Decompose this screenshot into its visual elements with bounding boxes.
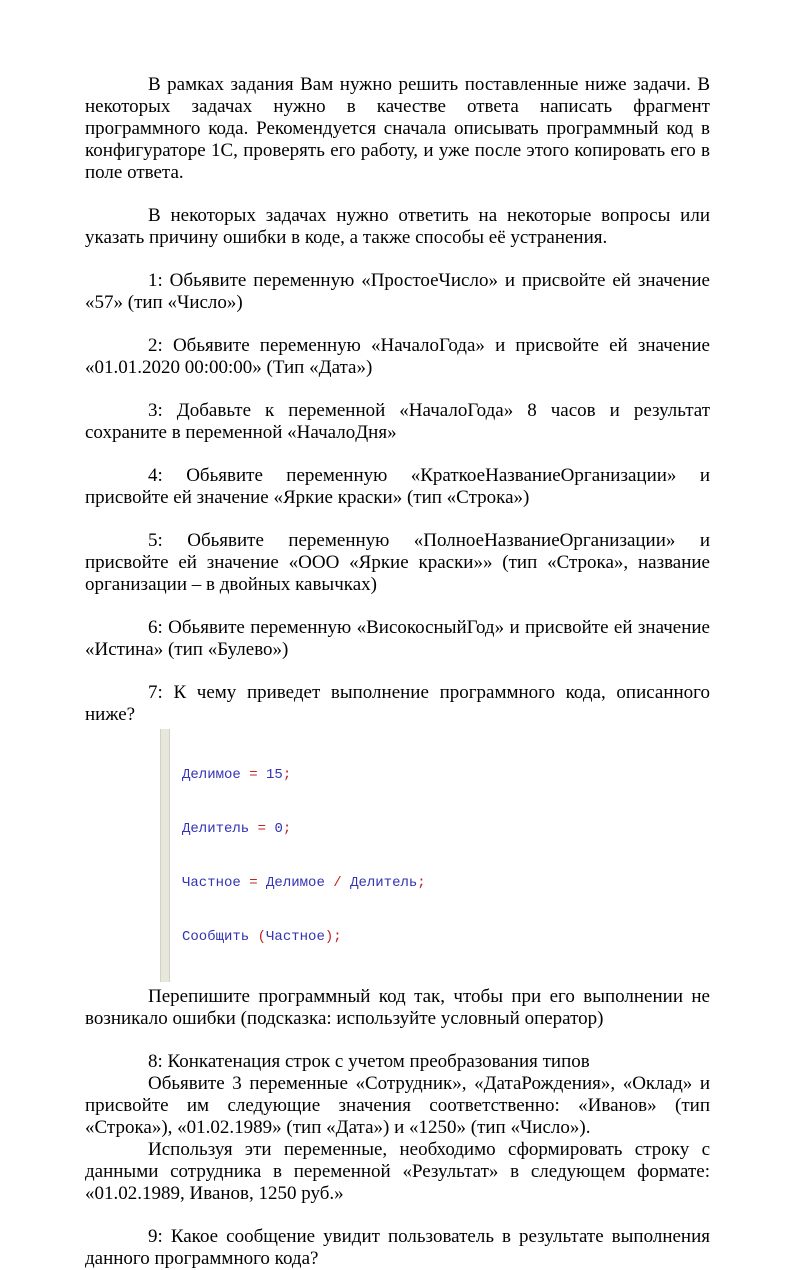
code-token: = (249, 875, 267, 891)
task-2-text: 2: Обьявите переменную «НачалоГода» и присвойте ей значение «01.01.2020 00:00:00» (Тип «Дата») (85, 335, 710, 378)
task-2 (85, 335, 710, 379)
task-3 (85, 400, 710, 444)
intro-paragraph-1: В рамках задания Вам нужно решить поставленные ниже задачи. В некоторых задачах нужно в качестве ответа написать фрагмент программного кода. Рекомендуется сначала описывать программный код в конфигураторе 1С, проверять его работу, и уже после этого копировать его в поле ответа. (85, 74, 710, 183)
task-5 (85, 530, 710, 596)
code-token: ); (324, 929, 342, 945)
code-token: Делитель (350, 875, 418, 891)
code-token: Частное (182, 875, 250, 891)
code-token: 15 (266, 767, 283, 783)
intro-paragraph-2: В некоторых задачах нужно ответить на некоторые вопросы или указать причину ошибки в коде, а также способы её устранения. (85, 205, 710, 248)
task-8-body-1: Обьявите 3 переменные «Сотрудник», «ДатаРождения», «Оклад» и присвойте им следующие значения соответственно: «Иванов» (тип «Строка»), «01.02.1989» (тип «Дата») и «1250» (тип «Число»). (85, 1073, 710, 1138)
task-7-followup: Перепишите программный код так, чтобы при его выполнении не возникало ошибки (подсказка: используйте условный оператор) (85, 986, 710, 1029)
code-token: Делимое (266, 875, 334, 891)
code-token: / (333, 875, 351, 891)
code-token: Делимое (182, 767, 250, 783)
code-token: ; (282, 821, 292, 837)
code-token: 0 (274, 821, 283, 837)
code-token: ; (282, 767, 292, 783)
code-line (182, 766, 426, 784)
code-token: Делитель (182, 821, 258, 837)
task-8-body-2: Используя эти переменные, необходимо сформировать строку с данными сотрудника в переменной «Результат» в следующем формате: «01.02.1989, Иванов, 1250 руб.» (85, 1139, 710, 1204)
intro-section-2 (85, 205, 710, 249)
task-5-text: 5: Обьявите переменную «ПолноеНазваниеОрганизации» и присвойте ей значение «ООО «Яркие краски»» (тип «Строка», название организации – в двойных кавычках) (85, 530, 710, 595)
code-token: = (249, 767, 267, 783)
task-4-text: 4: Обьявите переменную «КраткоеНазваниеОрганизации» и присвойте ей значение «Яркие краски» (тип «Строка») (85, 465, 710, 508)
code-line (182, 874, 426, 892)
code-block (160, 729, 710, 982)
task-1-text: 1: Обьявите переменную «ПростоеЧисло» и присвойте ей значение «57» (тип «Число») (85, 270, 710, 313)
code-token: = (257, 821, 275, 837)
code-line (182, 820, 426, 838)
task-9 (85, 1226, 710, 1270)
task-8-title: 8: Конкатенация строк с учетом преобразования типов (148, 1051, 590, 1072)
code-token: Сообщить (182, 929, 258, 945)
task-1 (85, 270, 710, 314)
code-token: Частное (266, 929, 325, 945)
task-8 (85, 1051, 710, 1205)
code-gutter-bar (160, 729, 170, 982)
code-token: ( (257, 929, 267, 945)
code-token: ; (417, 875, 426, 891)
code-listing (182, 729, 426, 982)
task-4 (85, 465, 710, 509)
code-line (182, 928, 426, 946)
task-9-text: 9: Какое сообщение увидит пользователь в результате выполнения данного программного кода? (85, 1226, 710, 1269)
task-6 (85, 617, 710, 661)
task-7 (85, 682, 710, 1030)
task-7-question: 7: К чему приведет выполнение программного кода, описанного ниже? (85, 682, 710, 725)
task-3-text: 3: Добавьте к переменной «НачалоГода» 8 часов и результат сохраните в переменной «НачалоДня» (85, 400, 710, 443)
intro-section-1 (85, 74, 710, 184)
task-6-text: 6: Обьявите переменную «ВисокосныйГод» и присвойте ей значение «Истина» (тип «Булево») (85, 617, 710, 660)
